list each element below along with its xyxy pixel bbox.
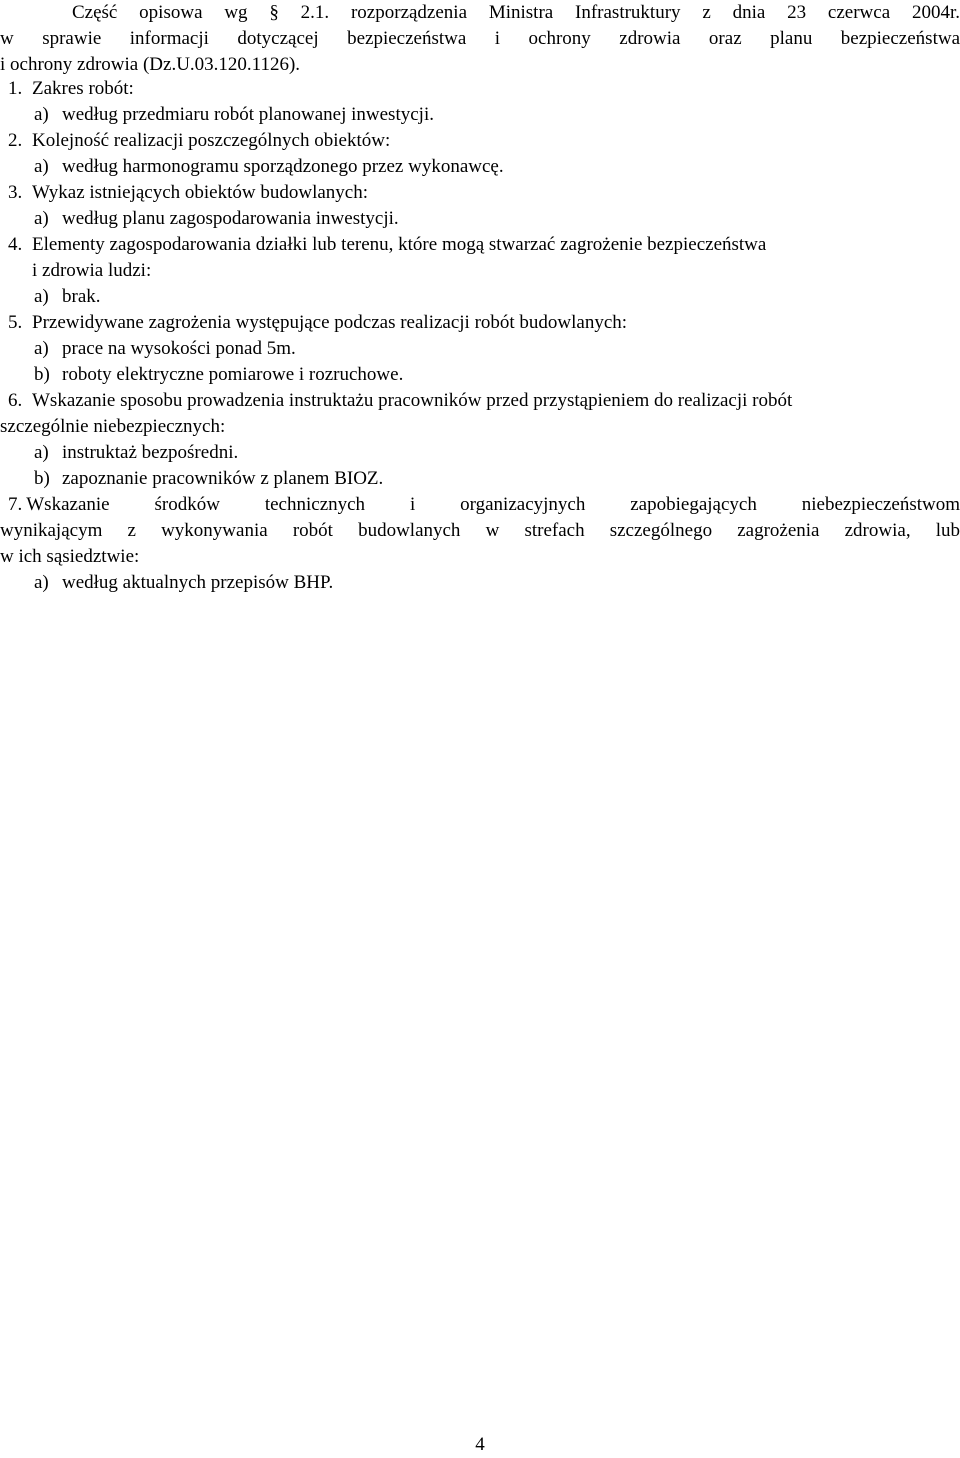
sub-item-letter: a) <box>34 208 49 229</box>
item-list <box>0 76 960 596</box>
list-item-3 <box>0 180 960 232</box>
item-title-justified <box>0 492 960 518</box>
list-item-5 <box>0 310 960 388</box>
item-title-continuation: szczególnie niebezpiecznych: <box>0 416 226 437</box>
intro-line-3: i ochrony zdrowia (Dz.U.03.120.1126). <box>0 54 301 75</box>
sub-item <box>0 440 960 466</box>
item-number: 4. <box>8 234 23 255</box>
intro-paragraph <box>0 0 960 78</box>
sub-item <box>0 466 960 492</box>
item-title-continuation: i zdrowia ludzi: <box>32 260 152 281</box>
page-number: 4 <box>475 1434 485 1455</box>
item-number: 2. <box>8 130 23 151</box>
sub-item-letter: a) <box>34 104 49 125</box>
sub-item <box>0 284 960 310</box>
sub-item <box>0 206 960 232</box>
list-item-6 <box>0 388 960 492</box>
sub-item <box>0 336 960 362</box>
sub-item-letter: a) <box>34 572 49 593</box>
item-title: Wykaz istniejących obiektów budowlanych: <box>32 182 369 203</box>
item-title: Kolejność realizacji poszczególnych obiektów: <box>32 130 391 151</box>
sub-item-text: instruktaż bezpośredni. <box>62 442 239 463</box>
sub-item-text: według planu zagospodarowania inwestycji. <box>62 208 399 229</box>
sub-item <box>0 102 960 128</box>
sub-item-letter: a) <box>34 286 49 307</box>
sub-item-text: brak. <box>62 286 101 307</box>
sub-item <box>0 154 960 180</box>
item-title: Zakres robót: <box>32 78 134 99</box>
sub-item-text: prace na wysokości ponad 5m. <box>62 338 296 359</box>
sub-item-text: według przedmiaru robót planowanej inwestycji. <box>62 104 434 125</box>
item-number: 7. <box>8 494 23 515</box>
item-title-continuation <box>0 518 960 544</box>
item-number: 3. <box>8 182 23 203</box>
sub-item <box>0 362 960 388</box>
list-item-7 <box>0 492 960 596</box>
sub-item-text: według harmonogramu sporządzonego przez wykonawcę. <box>62 156 504 177</box>
list-item-4 <box>0 232 960 310</box>
item-title: Wskazanie środków technicznych i organizacyjnych zapobiegających niebezpieczeństwom <box>26 494 960 515</box>
list-item-1 <box>0 76 960 128</box>
sub-item-letter: a) <box>34 156 49 177</box>
sub-item-letter: b) <box>34 364 50 385</box>
item-number: 6. <box>8 390 23 411</box>
sub-item-letter: b) <box>34 468 50 489</box>
item-title-continuation-2: w ich sąsiedztwie: <box>0 546 140 567</box>
item-title: Wskazanie sposobu prowadzenia instruktażu pracowników przed przystąpieniem do realizacji robót <box>32 390 793 411</box>
intro-line-2: w sprawie informacji dotyczącej bezpieczeństwa i ochrony zdrowia oraz planu bezpieczeństwa <box>0 28 960 49</box>
item-title-continuation-text: wynikającym z wykonywania robót budowlanych w strefach szczególnego zagrożenia zdrowia, lub <box>0 520 960 541</box>
sub-item <box>0 570 960 596</box>
item-title: Elementy zagospodarowania działki lub terenu, które mogą stwarzać zagrożenie bezpieczeństwa <box>32 234 767 255</box>
sub-item-letter: a) <box>34 442 49 463</box>
intro-line-1: Część opisowa wg § 2.1. rozporządzenia Ministra Infrastruktury z dnia 23 czerwca 2004r. <box>72 2 960 23</box>
sub-item-text: zapoznanie pracowników z planem BIOZ. <box>62 468 384 489</box>
sub-item-text: roboty elektryczne pomiarowe i rozruchowe. <box>62 364 404 385</box>
item-number: 1. <box>8 78 23 99</box>
sub-item-letter: a) <box>34 338 49 359</box>
list-item-2 <box>0 128 960 180</box>
sub-item-text: według aktualnych przepisów BHP. <box>62 572 334 593</box>
item-number: 5. <box>8 312 23 333</box>
item-title: Przewidywane zagrożenia występujące podczas realizacji robót budowlanych: <box>32 312 628 333</box>
